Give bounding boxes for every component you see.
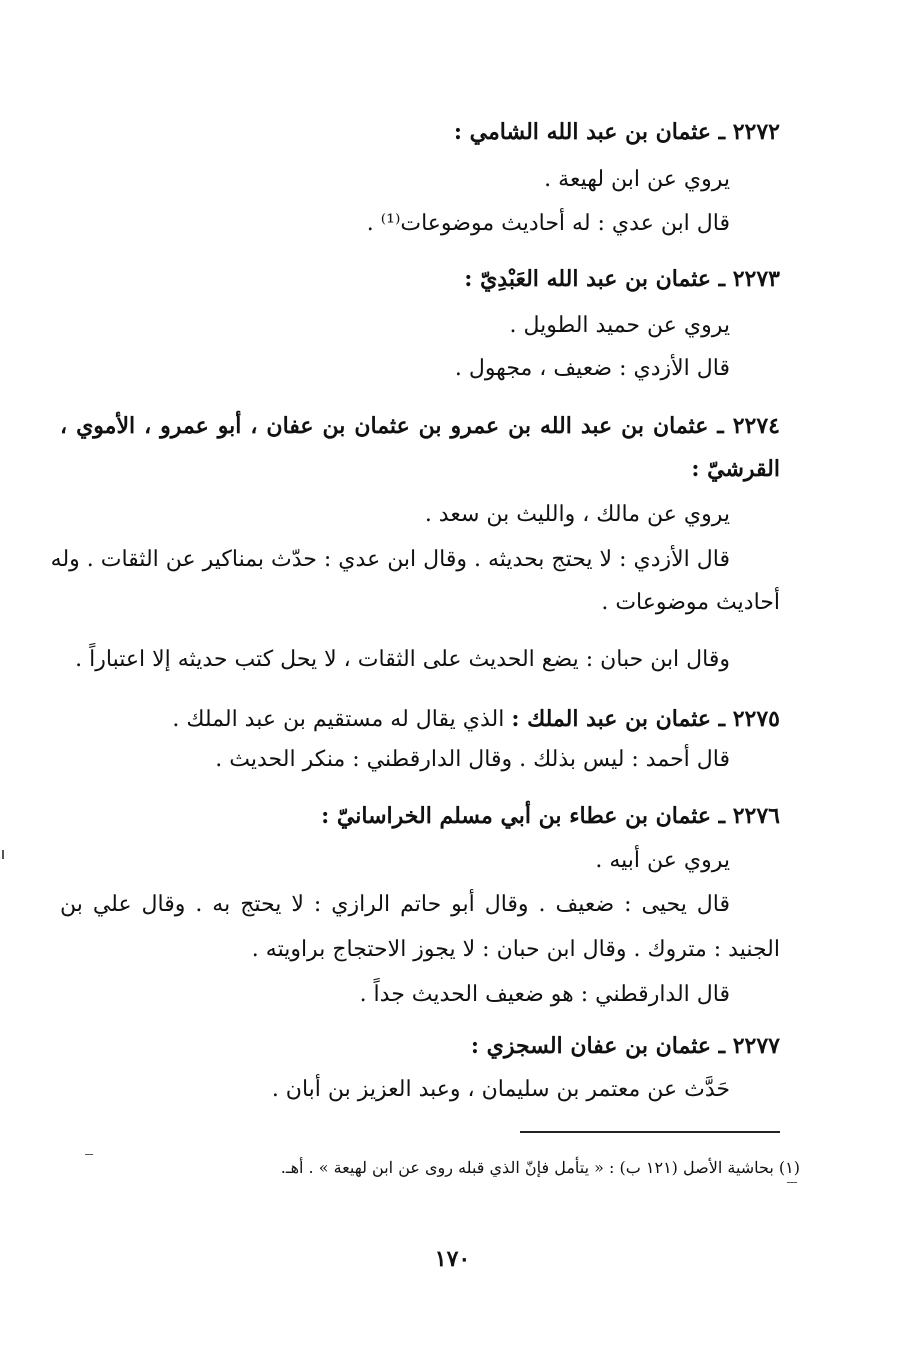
entry-heading-2272: ٢٢٧٢ ـ عثمان بن عبد الله الشامي : [453, 119, 780, 145]
entry-heading-2274-cont: القرشيّ : [691, 456, 780, 482]
entry-heading-2274: ٢٢٧٤ ـ عثمان بن عبد الله بن عمرو بن عثمان بن عفان ، أبو عمرو ، الأموي ، [60, 413, 780, 439]
entry-line: قال الأزدي : لا يحتج بحديثه . وقال ابن عدي : حدّث بمناكير عن الثقات . وله [50, 547, 730, 572]
entry-heading-2275-rest: الذي يقال له مستقيم بن عبد الملك . [172, 707, 505, 732]
scan-mark [787, 1182, 797, 1183]
entry-line: حَدَّث عن معتمر بن سليمان ، وعبد العزيز بن أبان . [271, 1077, 730, 1102]
entry-heading-2277: ٢٢٧٧ ـ عثمان بن عفان السجزي : [470, 1033, 780, 1059]
entry-line: يروي عن أبيه . [595, 848, 730, 873]
entry-line: يروي عن حميد الطويل . [509, 313, 730, 338]
entry-heading-2275: ٢٢٧٥ ـ عثمان بن عبد الملك : [511, 706, 780, 732]
entry-heading-2275-row [172, 704, 780, 735]
entry-heading-2276: ٢٢٧٦ ـ عثمان بن عطاء بن أبي مسلم الخراسانيّ : [321, 803, 780, 829]
entry-line: وقال ابن حبان : يضع الحديث على الثقات ، لا يحل كتب حديثه إلا اعتباراً . [75, 647, 730, 672]
footnote-separator [520, 1131, 780, 1133]
entry-line: يروي عن ابن لهيعة . [544, 167, 730, 192]
entry-line: قال الأزدي : ضعيف ، مجهول . [454, 356, 730, 381]
entry-line: قال يحيى : ضعيف . وقال أبو حاتم الرازي : لا يحتج به . وقال علي بن [60, 892, 730, 917]
scan-mark [85, 1154, 93, 1155]
entry-heading-2273: ٢٢٧٣ ـ عثمان بن عبد الله العَبْدِيّ : [464, 266, 780, 292]
entry-line: أحاديث موضوعات . [601, 590, 780, 615]
entry-line: يروي عن مالك ، والليث بن سعد . [424, 502, 730, 527]
entry-line: قال الدارقطني : هو ضعيف الحديث جداً . [359, 982, 730, 1007]
entry-line: الجنيد : متروك . وقال ابن حبان : لا يجوز الاحتجاج براويته . [251, 937, 780, 962]
footnote: (١) بحاشية الأصل (١٢١ ب) : « يتأمل فإنّ الذي قبله روى عن ابن لهيعة » . أهـ. [280, 1158, 800, 1177]
entry-line: قال ابن عدي : له أحاديث موضوعات⁽¹⁾ . [366, 211, 730, 236]
scan-mark [2, 850, 4, 859]
page-number: ١٧٠ [434, 1246, 471, 1272]
entry-line: قال أحمد : ليس بذلك . وقال الدارقطني : منكر الحديث . [215, 747, 730, 772]
